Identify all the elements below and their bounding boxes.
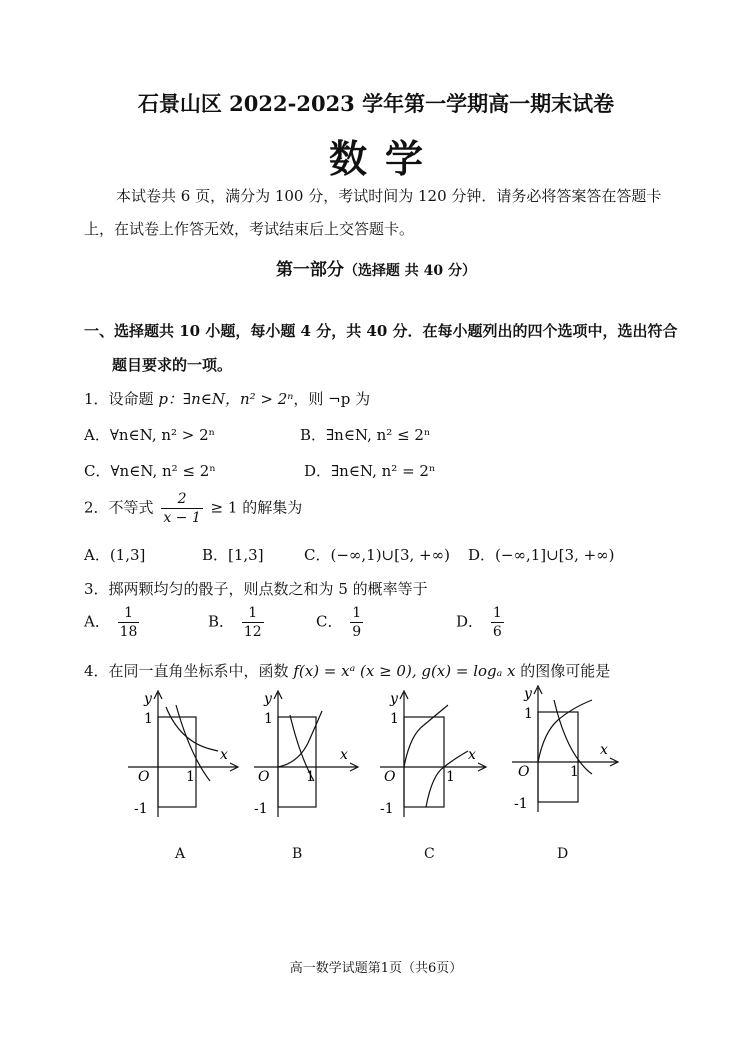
graph-b-y-neg-one-label: -1 (254, 801, 268, 817)
graph-d-power-curve (538, 700, 592, 762)
graph-c-y-neg-one-label: -1 (380, 801, 394, 817)
part-heading (0, 255, 752, 280)
question-3-option-c (316, 604, 366, 641)
graph-d-x-one-label: 1 (570, 764, 579, 780)
part-subtitle: （选择题 共 40 分） (343, 263, 477, 279)
graph-b-x-label: x (340, 747, 348, 763)
question-3-option-c-denominator: 9 (352, 624, 362, 640)
question-1-suffix: ，则 ¬p 为 (293, 390, 371, 408)
section-instructions-line2: 题目要求的一项。 (112, 356, 233, 374)
question-3-option-a (84, 604, 142, 641)
graph-b-caption: B (292, 846, 303, 862)
question-3-option-b-numerator: 1 (242, 604, 264, 623)
question-3-option-c-numerator: 1 (352, 605, 362, 621)
question-4-graph-c (376, 685, 501, 825)
graph-c-power-curve (404, 705, 448, 767)
question-3-option-c-letter: C． (316, 612, 343, 631)
exam-title: 石景山区 2022-2023 学年第一学期高一期末试卷 (137, 91, 615, 116)
question-2-option-b: B．[1,3] (202, 546, 264, 564)
question-3-option-c-fraction (350, 604, 363, 641)
graph-b-y-label: y (264, 691, 272, 707)
graph-d-unit-box (538, 712, 578, 802)
question-4-graph-a (120, 685, 245, 825)
question-4-stem (84, 660, 610, 681)
question-4-graph-b (250, 685, 375, 825)
graph-a-power-curve (166, 707, 218, 751)
graph-b-y-one-label: 1 (264, 711, 273, 727)
question-3-option-b-fraction (242, 604, 264, 641)
graph-d-y-neg-one-label: -1 (514, 796, 528, 812)
part-title: 第一部分 (275, 260, 344, 280)
graph-c-x-label: x (468, 747, 476, 763)
question-4-graph-d (508, 680, 633, 820)
question-4-prefix: 4．在同一直角坐标系中，函数 (84, 662, 289, 680)
graph-b-origin-label: O (258, 769, 270, 785)
graph-d-caption: D (557, 846, 569, 862)
graph-d-log-curve (554, 700, 592, 774)
question-3-option-a-fraction (118, 604, 140, 641)
graph-d-y-one-label: 1 (524, 706, 533, 722)
question-3-option-b-letter: B． (208, 612, 235, 631)
graph-b-unit-box (278, 717, 316, 807)
graph-c-y-one-label: 1 (390, 711, 399, 727)
question-2-stem (84, 490, 302, 527)
graph-c-origin-label: O (384, 769, 396, 785)
question-3-option-d-denominator: 6 (492, 624, 502, 640)
graph-c-y-label: y (390, 691, 398, 707)
question-4-formula: f(x) = xᵃ (x ≥ 0), g(x) = logₐ x (293, 662, 516, 680)
section-instructions-line1: 一、选择题共 10 小题，每小题 4 分，共 40 分．在每小题列出的四个选项中，选出符合 (84, 322, 678, 340)
question-2-prefix: 2．不等式 (84, 498, 154, 517)
graph-d-y-label: y (524, 686, 532, 702)
question-2-option-d: D．(−∞,1]∪[3, +∞) (468, 546, 615, 564)
question-2-option-c: C．(−∞,1)∪[3, +∞) (304, 546, 450, 564)
graph-c-caption: C (424, 846, 435, 862)
question-1-formula: p：∃n∈N，n² > 2ⁿ (158, 390, 294, 408)
question-1-option-d: D．∃n∈N, n² = 2ⁿ (304, 462, 436, 480)
question-1-option-b: B．∃n∈N, n² ≤ 2ⁿ (300, 426, 431, 444)
graph-d-origin-label: O (518, 764, 530, 780)
graph-a-y-label: y (144, 691, 152, 707)
graph-b-x-one-label: 1 (306, 769, 315, 785)
question-1-prefix: 1．设命题 (84, 390, 154, 408)
graph-b-power-curve (278, 711, 322, 767)
graph-a-caption: A (175, 846, 186, 862)
graph-c-unit-box (404, 717, 444, 807)
page-footer: 高一数学试题第1页（共6页） (289, 961, 463, 976)
question-3-option-d-numerator: 1 (492, 605, 502, 621)
question-2-suffix: ≥ 1 的解集为 (210, 498, 303, 517)
question-2-fraction-numerator: 2 (161, 490, 202, 509)
question-1-option-c: C．∀n∈N, n² ≤ 2ⁿ (84, 462, 216, 480)
question-1-option-a: A．∀n∈N, n² > 2ⁿ (84, 426, 216, 444)
question-3-option-d (456, 604, 507, 641)
question-1-stem (84, 388, 370, 409)
question-3-option-b (208, 604, 267, 641)
question-2-fraction (161, 490, 202, 527)
graph-d-x-label: x (600, 742, 608, 758)
graph-a-origin-label: O (138, 769, 150, 785)
question-4-suffix: 的图像可能是 (520, 662, 611, 680)
graph-a-unit-box (158, 717, 196, 807)
graph-c-x-one-label: 1 (446, 769, 455, 785)
question-2-option-a: A．(1,3] (84, 546, 146, 564)
graph-a-x-label: x (220, 747, 228, 763)
graph-a-y-neg-one-label: -1 (134, 801, 148, 817)
question-3-option-a-letter: A． (84, 612, 110, 631)
question-2-fraction-denominator: x − 1 (163, 510, 201, 526)
question-3-option-a-denominator: 18 (119, 624, 138, 640)
exam-instructions: 本试卷共 6 页，满分为 100 分，考试时间为 120 分钟．请务必将答案答在答题卡上，在试卷上作答无效，考试结束后上交答题卡。 (84, 187, 662, 238)
question-3-stem: 3．掷两颗均匀的骰子，则点数之和为 5 的概率等于 (84, 580, 428, 598)
graph-a-x-one-label: 1 (186, 769, 195, 785)
subject-title: 数学 (328, 136, 441, 181)
graph-a-y-one-label: 1 (144, 711, 153, 727)
question-3-option-d-fraction (491, 604, 504, 641)
question-3-option-a-numerator: 1 (118, 604, 140, 623)
question-3-option-b-denominator: 12 (243, 624, 262, 640)
question-3-option-d-letter: D． (456, 612, 484, 631)
